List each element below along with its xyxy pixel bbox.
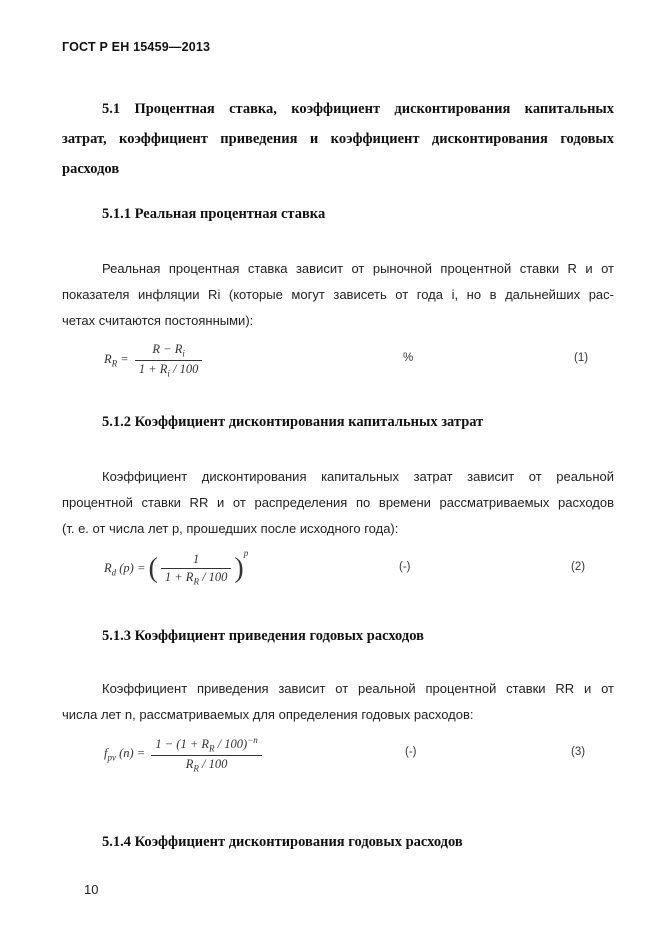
document-header: ГОСТ Р ЕН 15459—2013: [62, 40, 211, 54]
formula-3: $f_{pv}$ (n) = $\frac{1 - (1 + R_R / 100)^{-n}}{R_R / 100}$: [104, 735, 265, 773]
formula-3-unit: (-): [405, 746, 417, 758]
paragraph-line: процентной ставки RR и от распределения по времени рассматриваемых расходов: [62, 495, 614, 510]
formula-1-number: (1): [574, 352, 589, 364]
paragraph-line: Реальная процентная ставка зависит от рыночной процентной ставки R и от: [102, 261, 614, 276]
formula-3-number: (3): [571, 746, 586, 758]
paragraph-line: (т. е. от числа лет p, прошедших после исходного года):: [62, 521, 399, 536]
fraction: $\frac{R - R_i}{1 + R_i / 100}$: [135, 342, 203, 378]
formula-2-number: (2): [571, 561, 586, 573]
section-5-1-line-2: затрат, коэффициент приведения и коэффициент дисконтирования годовых: [62, 131, 614, 147]
paragraph-line: числа лет n, рассматриваемых для определения годовых расходов:: [62, 707, 474, 722]
section-5-1-3-paragraph: [62, 676, 614, 728]
formula-1-unit: %: [403, 352, 414, 364]
formula-2: $R_d$ (p) = ( $\frac{1}{1 + R_R / 100}$ )$^p$: [104, 548, 249, 587]
paragraph-line: показателя инфляции Ri (которые могут зависеть от года i, но в дальнейших рас-: [62, 287, 614, 302]
section-5-1-4-title: 5.1.4 Коэффициент дисконтирования годовых расходов: [102, 834, 463, 850]
section-5-1-1-paragraph: [62, 256, 614, 334]
fraction: $\frac{1}{1 + R_R / 100}$: [161, 552, 232, 587]
formula-2-unit: (-): [399, 561, 411, 573]
formula-1: $R_R$ = $\frac{R - R_i}{1 + R_i / 100}$: [104, 342, 205, 378]
section-5-1-line-3: расходов: [62, 161, 120, 177]
paragraph-line: четах считаются постоянными):: [62, 313, 254, 328]
paragraph-line: Коэффициент приведения зависит от реальной процентной ставки RR и от: [102, 681, 614, 696]
section-5-1-3-title: 5.1.3 Коэффициент приведения годовых расходов: [102, 628, 424, 644]
page-number: 10: [84, 882, 99, 897]
section-5-1-heading: [62, 94, 614, 184]
paragraph-line: Коэффициент дисконтирования капитальных затрат зависит от реальной: [102, 469, 614, 484]
section-5-1-line-1: 5.1 Процентная ставка, коэффициент дисконтирования капитальных: [102, 101, 614, 117]
section-5-1-1-title: 5.1.1 Реальная процентная ставка: [102, 206, 326, 222]
section-5-1-2-title: 5.1.2 Коэффициент дисконтирования капитальных затрат: [102, 414, 484, 430]
section-5-1-2-paragraph: [62, 464, 614, 542]
fraction: $\frac{1 - (1 + R_R / 100)^{-n}}{R_R / 100}$: [151, 735, 261, 773]
